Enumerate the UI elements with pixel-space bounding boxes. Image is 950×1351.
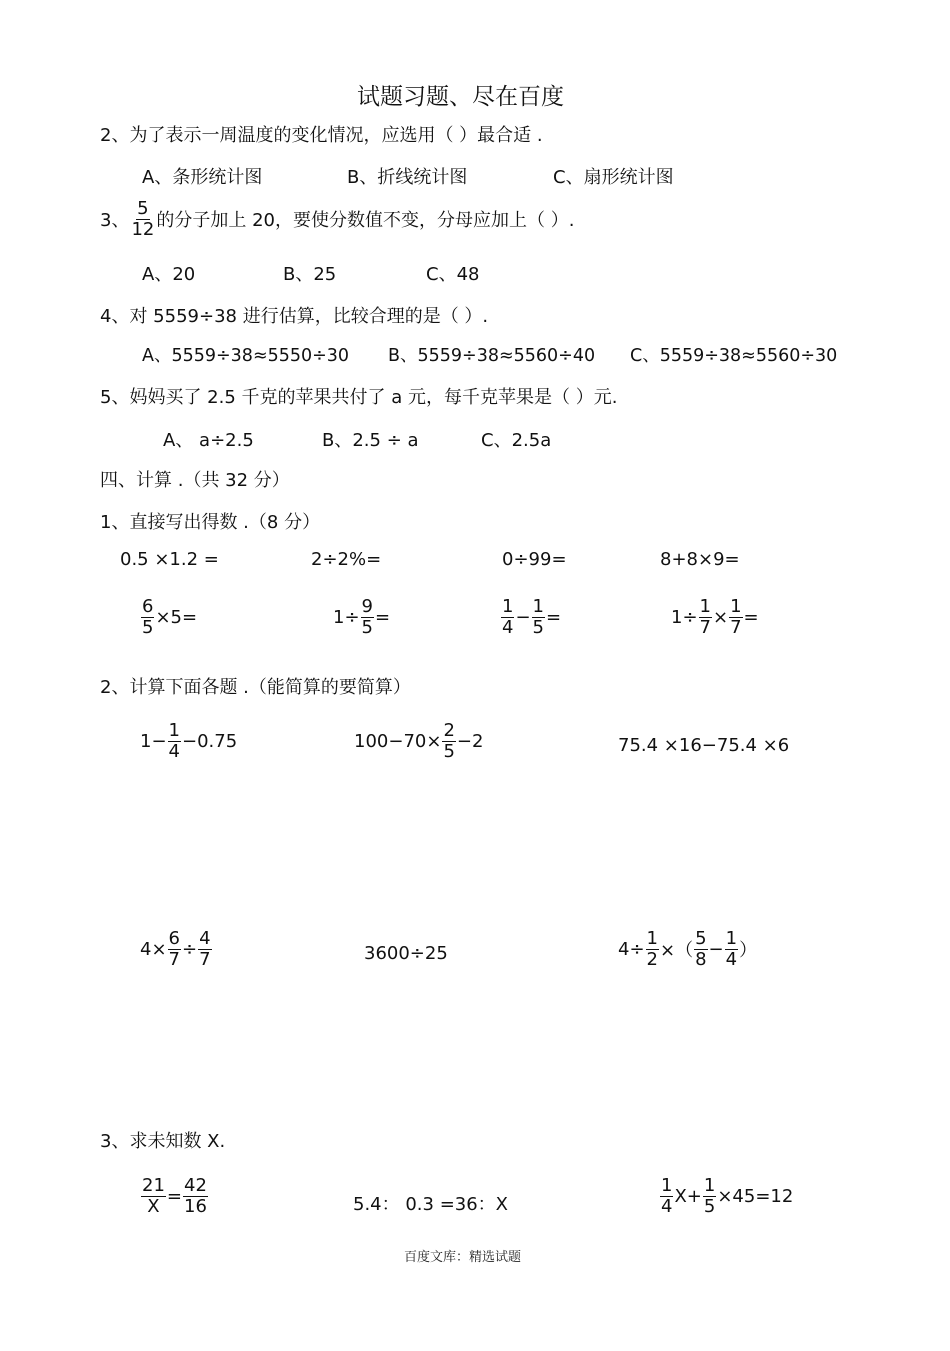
q3-text: 的分子加上 20，要使分数值不变，分母应加上（ ）. (156, 210, 575, 232)
question-2: 2、为了表示一周温度的变化情况，应选用（ ）最合适 . (100, 125, 543, 146)
denominator: 5 (532, 616, 544, 638)
equation-3 (659, 1176, 793, 1217)
numerator: 1 (703, 1175, 716, 1196)
numerator: 4 (199, 928, 211, 949)
expression-mid: ×（ (660, 940, 694, 962)
part-2-heading: 2、计算下面各题 .（能简算的要简算） (100, 677, 411, 698)
q2-option-c: C、扇形统计图 (553, 167, 674, 188)
denominator: 7 (730, 616, 742, 638)
oral-calc-8 (671, 597, 759, 638)
calc-problem-2 (354, 721, 483, 762)
denominator: 4 (502, 616, 514, 638)
fraction (442, 721, 455, 762)
denominator: 2 (646, 948, 658, 970)
q3-fraction-denominator: 12 (131, 218, 155, 240)
fraction (501, 597, 514, 638)
denominator: 8 (695, 948, 707, 970)
denominator: X (147, 1195, 160, 1217)
numerator: 1 (168, 720, 180, 741)
fraction (703, 1176, 716, 1217)
oral-calc-4: 8+8×9= (660, 549, 740, 570)
numerator: 1 (661, 1175, 673, 1196)
expression-head: 1÷ (671, 606, 698, 628)
expression-tail: ） (739, 940, 758, 962)
expression-head: 100−70× (354, 730, 442, 752)
numerator: 6 (142, 596, 154, 617)
numerator: 2 (443, 720, 455, 741)
expression-tail: −2 (456, 730, 484, 752)
fraction (532, 597, 545, 638)
denominator: 5 (443, 740, 455, 762)
oral-calc-5 (140, 597, 197, 638)
fraction (725, 929, 738, 970)
operator: × (713, 606, 729, 628)
expression-head: 4× (140, 938, 167, 960)
question-3 (100, 199, 574, 240)
numerator: 1 (730, 596, 742, 617)
page-footer: 百度文库：精选试题 (404, 1250, 522, 1265)
denominator: 5 (142, 616, 154, 638)
denominator: 7 (199, 948, 211, 970)
q4-option-a: A、5559÷38≈5550÷30 (142, 346, 350, 366)
q4-option-b: B、5559÷38≈5560÷40 (388, 346, 596, 366)
numerator: 6 (168, 928, 180, 949)
denominator: 4 (725, 948, 738, 970)
oral-calc-1: 0.5 ×1.2 = (120, 549, 219, 570)
q4-option-c: C、5559÷38≈5560÷30 (630, 346, 838, 366)
numerator: 1 (502, 596, 514, 617)
q5-option-c: C、2.5a (481, 430, 552, 451)
expression-mid: X+ (674, 1185, 702, 1207)
question-4: 4、对 5559÷38 进行估算，比较合理的是（ ）. (100, 306, 489, 327)
q3-option-a: A、20 (142, 264, 196, 285)
expression-tail: = (375, 606, 391, 628)
part-3-heading: 3、求未知数 X. (100, 1131, 226, 1152)
expression-tail: = (546, 606, 562, 628)
numerator: 1 (725, 928, 738, 949)
q3-number: 3、 (100, 210, 130, 232)
expression-tail: ×45=12 (717, 1185, 794, 1207)
fraction (694, 929, 707, 970)
numerator: 9 (361, 596, 373, 617)
denominator: 5 (361, 616, 373, 638)
expression-head: 1÷ (333, 606, 360, 628)
q3-fraction-numerator: 5 (137, 198, 149, 219)
fraction (198, 929, 211, 970)
fraction (141, 1176, 166, 1217)
question-5: 5、妈妈买了 2.5 千克的苹果共付了 a 元，每千克苹果是（ ）元. (100, 387, 618, 408)
expression-head: 1− (140, 730, 167, 752)
expression-tail: −0.75 (182, 730, 238, 752)
fraction (141, 597, 154, 638)
calc-problem-1 (140, 721, 237, 762)
calc-problem-3: 75.4 ×16−75.4 ×6 (618, 735, 790, 756)
expression-tail: ×5= (155, 606, 198, 628)
fraction (361, 597, 374, 638)
equation-1 (140, 1176, 209, 1217)
fraction (729, 597, 742, 638)
q2-option-a: A、条形统计图 (142, 167, 263, 188)
numerator: 42 (184, 1175, 207, 1196)
denominator: 4 (661, 1195, 673, 1217)
denominator: 4 (168, 740, 180, 762)
part-1-heading: 1、直接写出得数 .（8 分） (100, 512, 321, 533)
q3-option-c: C、48 (426, 264, 480, 285)
fraction (660, 1176, 673, 1217)
q3-fraction (130, 199, 155, 240)
expression-tail: = (743, 606, 759, 628)
calc-problem-5: 3600÷25 (364, 943, 448, 964)
numerator: 21 (142, 1175, 165, 1196)
fraction (646, 929, 659, 970)
q5-option-b: B、2.5 ÷ a (322, 430, 419, 451)
q3-option-b: B、25 (283, 264, 337, 285)
denominator: 16 (184, 1195, 207, 1217)
denominator: 7 (168, 948, 180, 970)
oral-calc-6 (333, 597, 390, 638)
equation-2: 5.4： 0.3 =36：X (353, 1194, 509, 1215)
operator: − (708, 938, 724, 960)
page-title: 试题习题、尽在百度 (357, 84, 564, 110)
fraction (699, 597, 712, 638)
numerator: 1 (532, 596, 544, 617)
operator: − (515, 606, 531, 628)
oral-calc-2: 2÷2%= (311, 549, 382, 570)
calc-problem-4 (140, 929, 213, 970)
numerator: 5 (695, 928, 707, 949)
numerator: 1 (646, 928, 658, 949)
calc-problem-6 (618, 929, 757, 970)
denominator: 7 (699, 616, 711, 638)
fraction (168, 721, 181, 762)
operator: ÷ (182, 938, 198, 960)
q2-option-b: B、折线统计图 (347, 167, 468, 188)
numerator: 1 (699, 596, 711, 617)
expression-head: 4÷ (618, 938, 645, 960)
denominator: 5 (703, 1195, 716, 1217)
oral-calc-7 (500, 597, 561, 638)
operator: = (166, 1185, 182, 1207)
section-4-heading: 四、计算 .（共 32 分） (100, 470, 290, 491)
fraction (183, 1176, 208, 1217)
q5-option-a: A、 a÷2.5 (163, 430, 254, 451)
oral-calc-3: 0÷99= (502, 549, 567, 570)
fraction (168, 929, 181, 970)
